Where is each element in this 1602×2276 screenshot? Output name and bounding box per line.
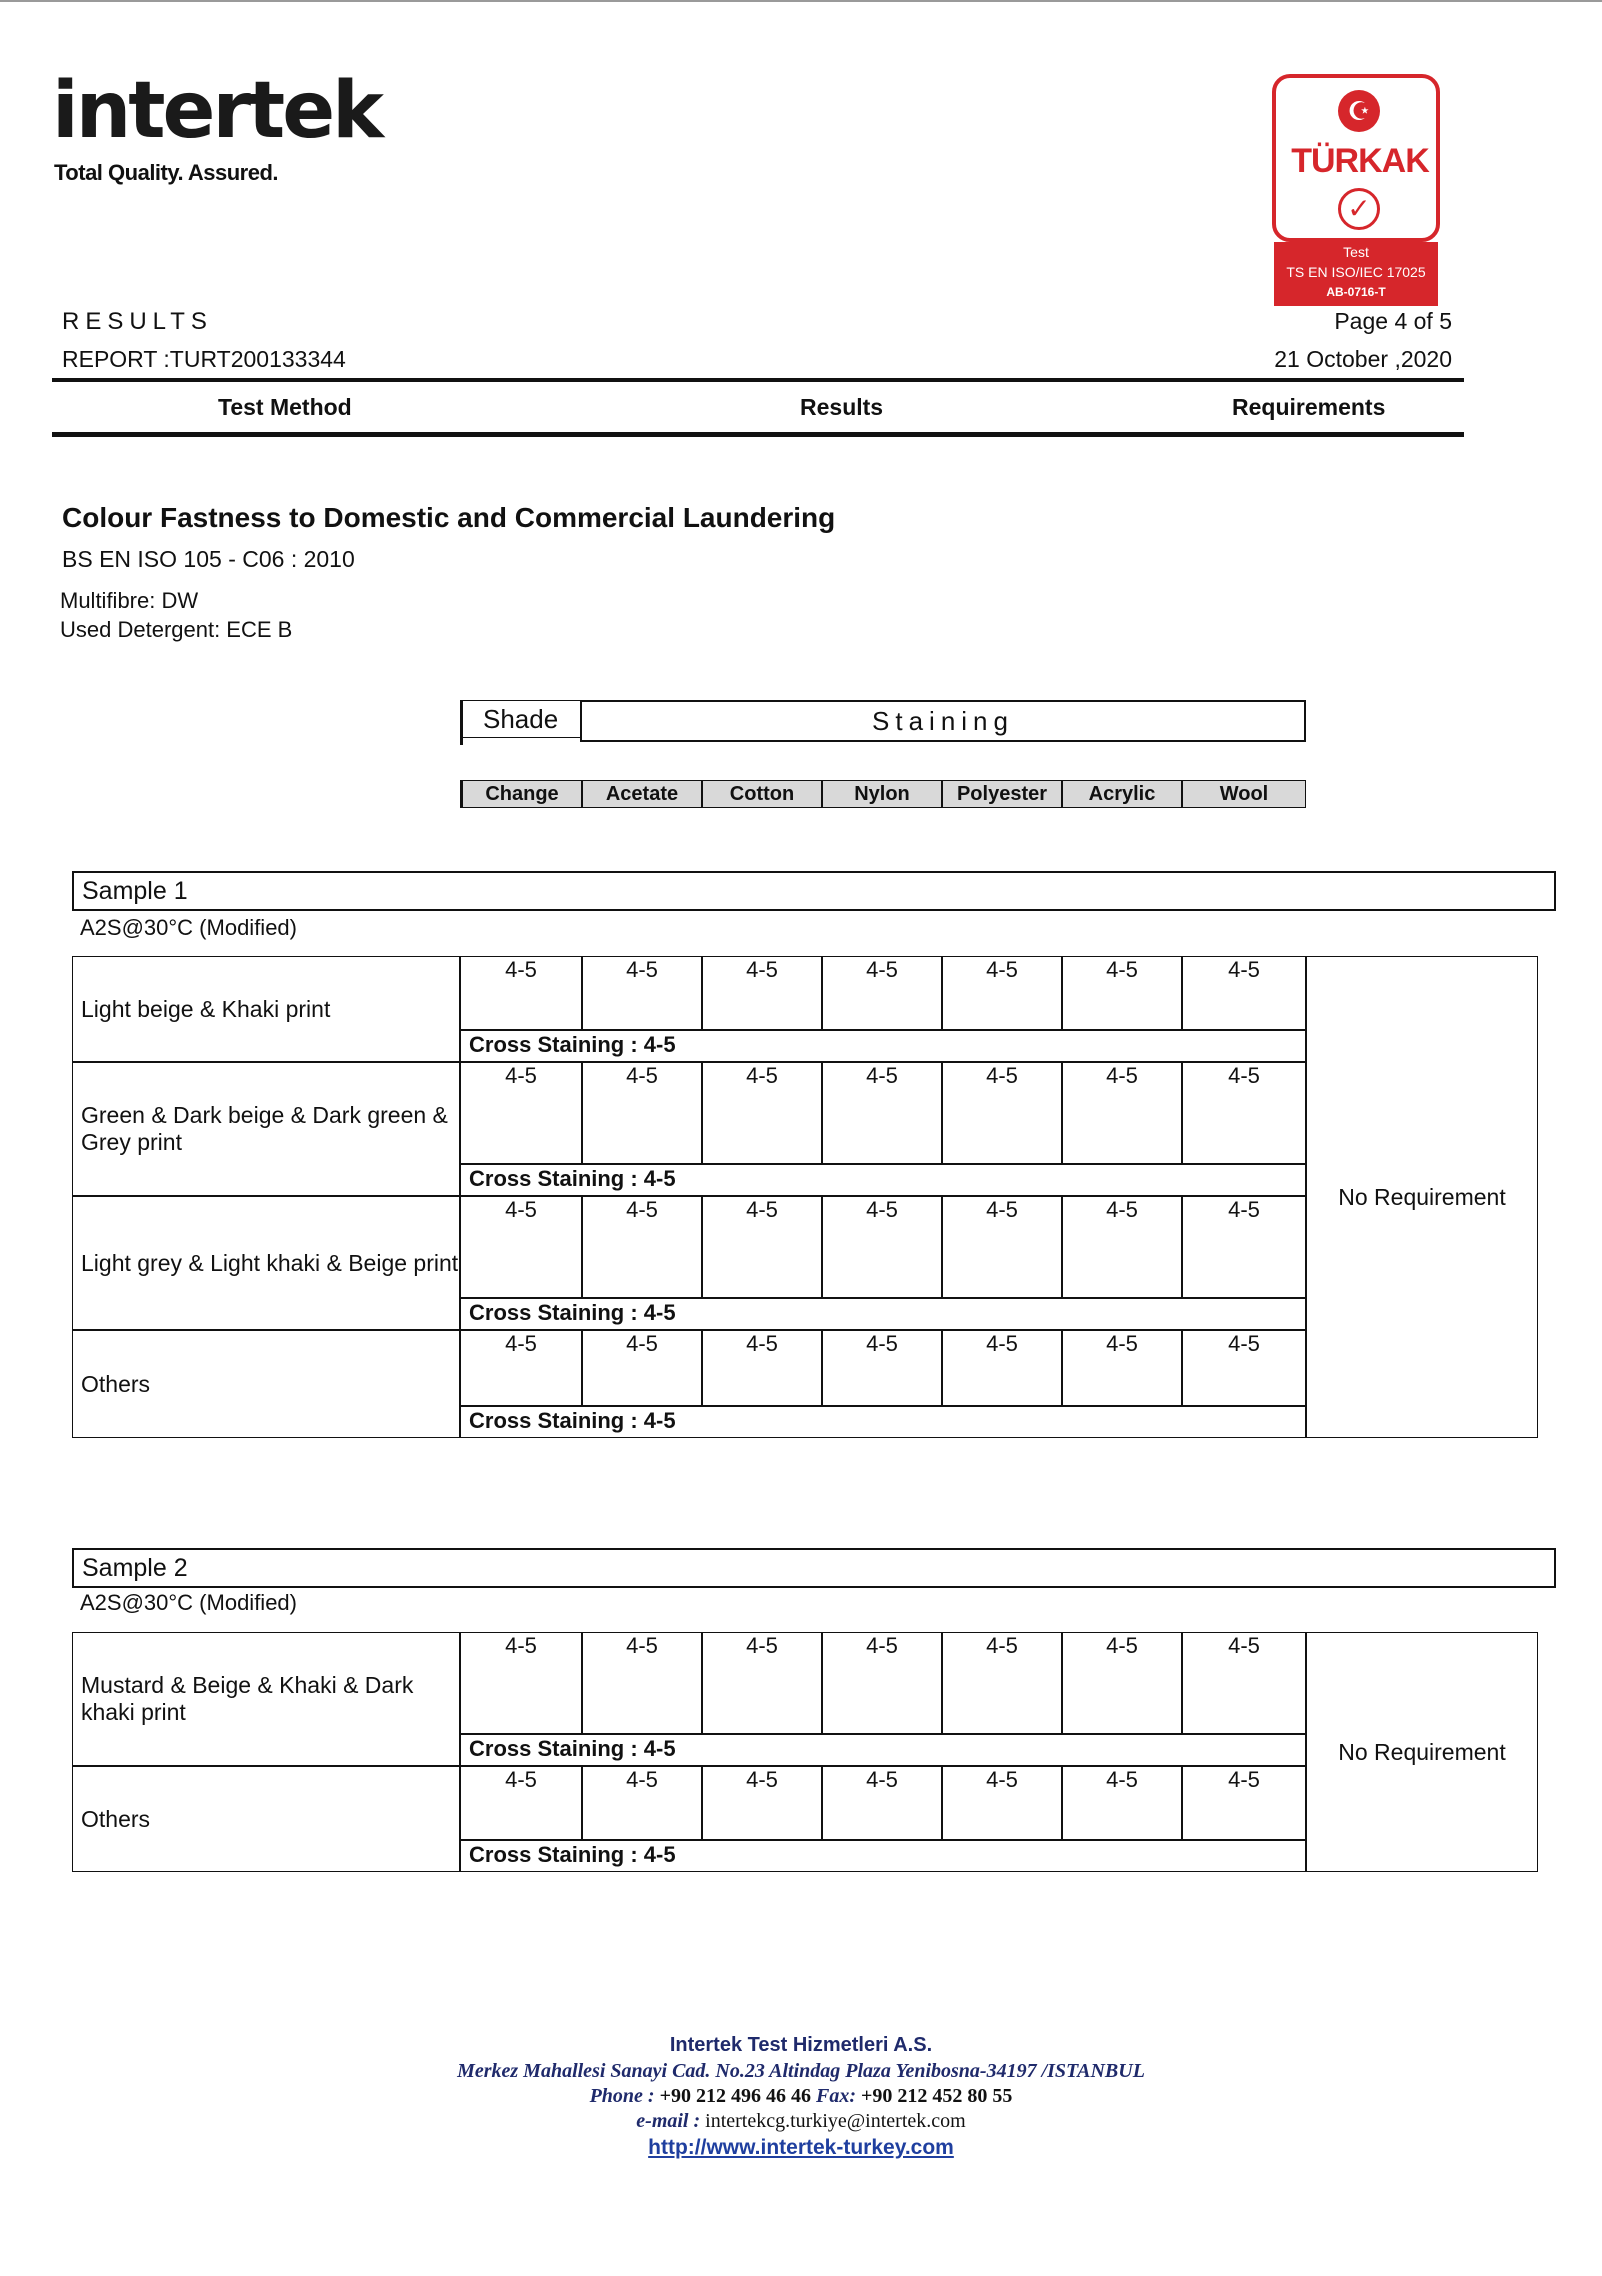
footer-address: Merkez Mahallesi Sanayi Cad. No.23 Altindag Plaza Yenibosna-34197 /ISTANBUL xyxy=(457,2060,1145,2082)
badge-frame xyxy=(1272,74,1440,242)
grade-cell: 4-5 xyxy=(702,1330,822,1406)
grade-cell: 4-5 xyxy=(460,1766,582,1840)
cross-staining: Cross Staining : 4-5 xyxy=(460,1840,1306,1872)
subhead-cotton: Cotton xyxy=(702,780,822,808)
sample-1-title: Sample 1 xyxy=(72,871,1556,911)
column-results: Results xyxy=(800,394,884,420)
grade-cell: 4-5 xyxy=(582,1766,702,1840)
badge-name: TÜRKAK xyxy=(1291,142,1429,180)
staining-header: Staining xyxy=(580,700,1306,742)
grade-cell: 4-5 xyxy=(460,1062,582,1164)
detergent: Used Detergent: ECE B xyxy=(60,617,293,642)
grade-cell: 4-5 xyxy=(1182,1330,1306,1406)
subhead-nylon: Nylon xyxy=(822,780,942,808)
grade-cell: 4-5 xyxy=(942,956,1062,1030)
subhead-polyester: Polyester xyxy=(942,780,1062,808)
grade-cell: 4-5 xyxy=(582,1632,702,1734)
grade-cell: 4-5 xyxy=(702,1632,822,1734)
multifibre: Multifibre: DW xyxy=(60,588,199,613)
badge-line1: Test xyxy=(1343,244,1369,260)
shade-header: Shade xyxy=(460,700,580,738)
grade-cell: 4-5 xyxy=(822,1062,942,1164)
footer-website-link[interactable]: http://www.intertek-turkey.com xyxy=(648,2136,954,2159)
grade-cell: 4-5 xyxy=(702,956,822,1030)
cross-staining: Cross Staining : 4-5 xyxy=(460,1734,1306,1766)
grade-cell: 4-5 xyxy=(1182,1062,1306,1164)
grade-cell: 4-5 xyxy=(702,1766,822,1840)
grade-cell: 4-5 xyxy=(1062,1632,1182,1734)
results-heading: RESULTS xyxy=(62,308,213,335)
row-label: Others xyxy=(72,1766,460,1872)
grade-cell: 4-5 xyxy=(1182,1632,1306,1734)
grade-cell: 4-5 xyxy=(1062,1196,1182,1298)
check-icon: ✓ xyxy=(1338,188,1380,230)
phone-value: +90 212 496 46 46 xyxy=(659,2085,811,2107)
grade-cell: 4-5 xyxy=(1062,1330,1182,1406)
grade-cell: 4-5 xyxy=(822,1330,942,1406)
report-date: 21 October ,2020 xyxy=(1274,346,1452,372)
fax-value: +90 212 452 80 55 xyxy=(861,2085,1013,2107)
cross-staining: Cross Staining : 4-5 xyxy=(460,1164,1306,1196)
intertek-logo: intertek xyxy=(52,66,381,156)
cross-staining: Cross Staining : 4-5 xyxy=(460,1030,1306,1062)
sample-1-condition: A2S@30°C (Modified) xyxy=(80,915,297,940)
grade-cell: 4-5 xyxy=(582,1062,702,1164)
phone-label: Phone : xyxy=(589,2085,655,2107)
grade-cell: 4-5 xyxy=(460,1330,582,1406)
column-requirements: Requirements xyxy=(1232,394,1386,420)
footer-email xyxy=(0,2110,1602,2133)
test-standard: BS EN ISO 105 - C06 : 2010 xyxy=(62,546,355,572)
row-label: Light beige & Khaki print xyxy=(72,956,460,1062)
crescent-star-icon: ☪ xyxy=(1338,90,1380,132)
requirement-cell: No Requirement xyxy=(1306,956,1538,1438)
subhead-wool: Wool xyxy=(1182,780,1306,808)
sample-2-condition: A2S@30°C (Modified) xyxy=(80,1590,297,1615)
grade-cell: 4-5 xyxy=(582,1330,702,1406)
badge-line3: AB-0716-T xyxy=(1326,285,1386,299)
grade-cell: 4-5 xyxy=(822,1766,942,1840)
section-title: Colour Fastness to Domestic and Commercial Laundering xyxy=(62,502,836,533)
requirement-cell: No Requirement xyxy=(1306,1632,1538,1872)
grade-cell: 4-5 xyxy=(702,1062,822,1164)
subhead-acetate: Acetate xyxy=(582,780,702,808)
grade-cell: 4-5 xyxy=(822,956,942,1030)
grade-cell: 4-5 xyxy=(942,1632,1062,1734)
subhead-change: Change xyxy=(460,780,582,808)
cross-staining: Cross Staining : 4-5 xyxy=(460,1406,1306,1438)
grade-cell: 4-5 xyxy=(460,1632,582,1734)
grade-cell: 4-5 xyxy=(822,1632,942,1734)
grade-cell: 4-5 xyxy=(1062,956,1182,1030)
grade-cell: 4-5 xyxy=(942,1330,1062,1406)
footer-company: Intertek Test Hizmetleri A.S. xyxy=(669,2034,933,2056)
email-label: e-mail : xyxy=(636,2110,701,2132)
grade-cell: 4-5 xyxy=(582,1196,702,1298)
row-label: Others xyxy=(72,1330,460,1438)
cross-staining: Cross Staining : 4-5 xyxy=(460,1298,1306,1330)
grade-cell: 4-5 xyxy=(460,956,582,1030)
sample-2-title: Sample 2 xyxy=(72,1548,1556,1588)
logo-tagline: Total Quality. Assured. xyxy=(54,160,279,185)
header-rule-bottom xyxy=(52,432,1464,437)
grade-cell: 4-5 xyxy=(942,1766,1062,1840)
email-value: intertekcg.turkiye@intertek.com xyxy=(705,2110,966,2132)
sample-2-table xyxy=(72,1632,1538,1872)
fax-label: Fax: xyxy=(816,2085,856,2107)
sample-1-table xyxy=(72,956,1538,1438)
column-test-method: Test Method xyxy=(218,394,352,420)
row-label: Mustard & Beige & Khaki & Dark khaki print xyxy=(72,1632,460,1766)
badge-line2: TS EN ISO/IEC 17025 xyxy=(1286,264,1426,280)
subhead-acrylic: Acrylic xyxy=(1062,780,1182,808)
grade-cell: 4-5 xyxy=(942,1062,1062,1164)
row-label: Green & Dark beige & Dark green & Grey print xyxy=(72,1062,460,1196)
grade-cell: 4-5 xyxy=(582,956,702,1030)
badge-accreditation-info xyxy=(1274,242,1438,306)
grade-cell: 4-5 xyxy=(1182,1766,1306,1840)
report-number: REPORT :TURT200133344 xyxy=(62,346,346,372)
grade-cell: 4-5 xyxy=(1182,1196,1306,1298)
grade-cell: 4-5 xyxy=(1062,1766,1182,1840)
turkak-accreditation-badge xyxy=(1272,74,1438,306)
footer-phone-fax xyxy=(0,2085,1602,2108)
grade-cell: 4-5 xyxy=(460,1196,582,1298)
top-border xyxy=(0,0,1602,2)
grade-cell: 4-5 xyxy=(702,1196,822,1298)
header-rule-top xyxy=(52,378,1464,382)
grade-cell: 4-5 xyxy=(822,1196,942,1298)
grade-cell: 4-5 xyxy=(1062,1062,1182,1164)
page-number: Page 4 of 5 xyxy=(1334,308,1452,334)
grade-cell: 4-5 xyxy=(942,1196,1062,1298)
row-label: Light grey & Light khaki & Beige print xyxy=(72,1196,460,1330)
grade-cell: 4-5 xyxy=(1182,956,1306,1030)
